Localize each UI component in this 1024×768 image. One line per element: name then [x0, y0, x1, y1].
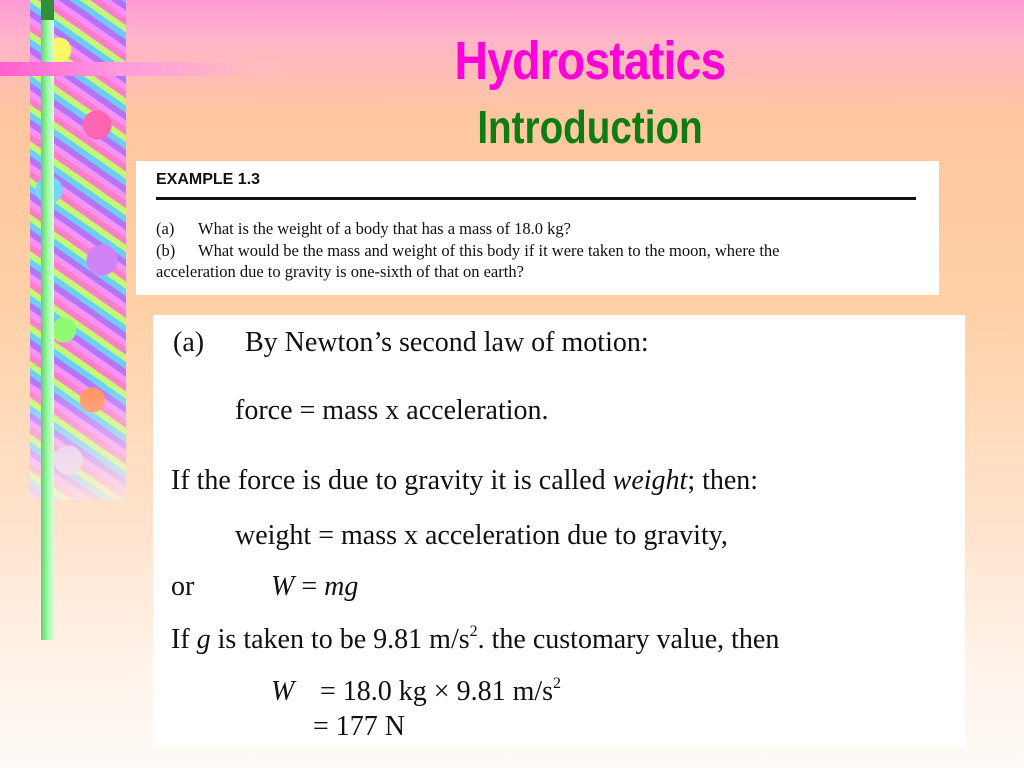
solution-line-6-g: g [196, 624, 211, 655]
solution-a-tag: (a) [173, 327, 205, 358]
example-question-b-continued: acceleration due to gravity is one-sixth of that on earth? [156, 262, 524, 281]
solution-line-1-text: By Newton’s second law of motion: [245, 327, 649, 358]
example-question-a [156, 219, 571, 239]
solution-line-6-post: . the customary value, then [477, 624, 780, 655]
decorative-vertical-bar [41, 0, 54, 640]
solution-line-3-post: ; then: [687, 465, 759, 496]
solution-line-7-sup: 2 [553, 675, 562, 692]
decorative-vertical-bar-cap [41, 0, 54, 20]
solution-line-1 [173, 327, 649, 359]
example-box [136, 161, 939, 295]
example-divider [156, 197, 916, 200]
solution-line-5-mg: mg [324, 571, 359, 602]
solution-line-3-emphasis: weight [612, 465, 688, 496]
example-heading: EXAMPLE 1.3 [156, 171, 261, 188]
solution-line-6-mid: is taken to be 9.81 m/s [210, 624, 470, 655]
solution-line-2: force = mass x acceleration. [235, 395, 549, 426]
solution-line-5-equals: = [294, 571, 325, 602]
solution-line-5-or: or [171, 571, 195, 602]
question-a-text: What is the weight of a body that has a mass of 18.0 kg? [198, 219, 571, 238]
solution-line-5 [171, 571, 358, 603]
solution-line-8-result: = 177 N [313, 711, 406, 742]
solution-line-4: weight = mass x acceleration due to gravity, [235, 520, 728, 551]
question-b-tag: (b) [156, 241, 176, 260]
solution-line-6 [171, 623, 779, 656]
example-question-b [156, 241, 779, 261]
slide-title: Hydrostatics [454, 31, 726, 91]
solution-box [153, 315, 965, 747]
solution-line-7-rhs: = 18.0 kg × 9.81 m/s [313, 676, 554, 707]
solution-line-3 [171, 465, 758, 497]
solution-line-6-pre: If [171, 624, 197, 655]
question-b-text: What would be the mass and weight of this body if it were taken to the moon, where the [198, 241, 780, 260]
solution-line-5-W: W [271, 571, 295, 602]
solution-line-6-sup: 2 [469, 623, 478, 640]
solution-line-7-W: W [271, 676, 295, 707]
solution-line-8 [271, 711, 405, 743]
question-a-tag: (a) [156, 219, 175, 238]
decorative-horizontal-bar [0, 62, 300, 76]
solution-line-3-pre: If the force is due to gravity it is called [171, 465, 613, 496]
solution-line-7 [271, 675, 561, 708]
slide-subtitle: Introduction [477, 101, 703, 153]
